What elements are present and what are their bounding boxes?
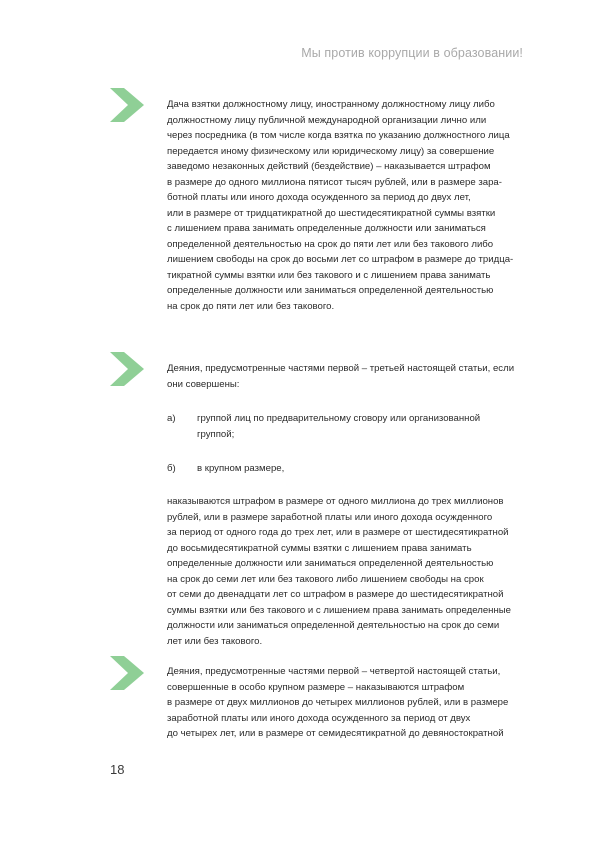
- text-line: совершенные в особо крупном размере – наказываются штрафом: [167, 681, 465, 693]
- text-line: группой;: [197, 428, 235, 440]
- text-line: Деяния, предусмотренные частями первой – четвертой настоящей статьи,: [167, 666, 501, 677]
- text-line: через посредника (в том числе когда взятка по указанию должностного лица: [167, 130, 510, 141]
- text-line: в размере от двух миллионов до четырех миллионов рублей, или в размере: [167, 697, 509, 708]
- text-line: суммы взятки или без такового и с лишением права занимать определенные: [167, 604, 511, 616]
- text-line: в крупном размере,: [197, 463, 285, 474]
- text-line: или в размере от тридцатикратной до шестидесятикратной суммы взятки: [167, 207, 496, 219]
- text-line: за период от одного года до трех лет, или в размере от шестидесятикратной: [167, 527, 509, 538]
- text-line: на срок до пяти лет или без такового.: [167, 300, 335, 312]
- list-marker: а): [167, 413, 176, 424]
- text-line: определенной деятельностью на срок до пяти лет или без такового либо: [167, 238, 494, 250]
- text-line: рублей, или в размере заработной платы или иного дохода осужденного: [167, 511, 493, 523]
- text-line: должностному лицу публичной международной организации лично или: [167, 114, 487, 126]
- text-line: определенные должности или заниматься определенной деятельностью: [167, 285, 494, 296]
- text-line: заработной платы или иного дохода осужденного за период от двух: [167, 712, 471, 724]
- green-chevron-arrow-icon: [108, 350, 146, 388]
- text-line: лет или без такового.: [167, 635, 263, 647]
- text-line: на срок до семи лет или без такового либо лишением свободы на срок: [167, 573, 484, 585]
- running-header: Мы против коррупции в образовании!: [301, 46, 523, 60]
- green-chevron-arrow-icon: [108, 654, 146, 692]
- text-line: должности или заниматься определенной деятельностью на срок до семи: [167, 620, 500, 631]
- text-line: они совершены:: [167, 378, 240, 390]
- paragraph-bribery-basic: [167, 97, 532, 314]
- text-line: до восьмидесятикратной суммы взятки с лишением права занимать: [167, 542, 472, 554]
- text-line: передается иному физическому или юридическому лицу) за совершение: [167, 145, 495, 157]
- text-line: наказываются штрафом в размере от одного миллиона до трех миллионов: [167, 496, 504, 507]
- text-line: тикратной суммы взятки или без такового и с лишением права занимать: [167, 269, 491, 281]
- text-line: ботной платы или иного дохода осужденного за период до двух лет,: [167, 192, 471, 203]
- text-line: с лишением права занимать определенные должности или заниматься: [167, 223, 486, 234]
- paragraph-aggravated-intro: [167, 361, 532, 392]
- list-item-text: [197, 461, 284, 477]
- paragraph-aggravated-penalty: [167, 494, 532, 649]
- text-line: от семи до двенадцати лет со штрафом в размере до шестидесятикратной: [167, 589, 504, 600]
- text-line: Дача взятки должностному лицу, иностранному должностному лицу либо: [167, 99, 495, 110]
- text-line: лишением свободы на срок до восьми лет со штрафом в размере до тридца-: [167, 254, 514, 265]
- text-line: заведомо незаконных действий (бездействие) – наказывается штрафом: [167, 161, 491, 172]
- list-marker: б): [167, 463, 176, 474]
- text-line: в размере до одного миллиона пятисот тысяч рублей, или в размере зара-: [167, 176, 502, 188]
- list-item-text: [197, 411, 480, 442]
- text-line: до четырех лет, или в размере от семидесятикратной до девяностократной: [167, 728, 504, 739]
- text-line: группой лиц по предварительному сговору или организованной: [197, 413, 481, 424]
- paragraph-especially-large: [167, 664, 532, 742]
- text-line: Деяния, предусмотренные частями первой – третьей настоящей статьи, если: [167, 363, 515, 374]
- green-chevron-arrow-icon: [108, 86, 146, 124]
- page-number: 18: [110, 762, 125, 777]
- text-line: определенные должности или заниматься определенной деятельностью: [167, 558, 494, 569]
